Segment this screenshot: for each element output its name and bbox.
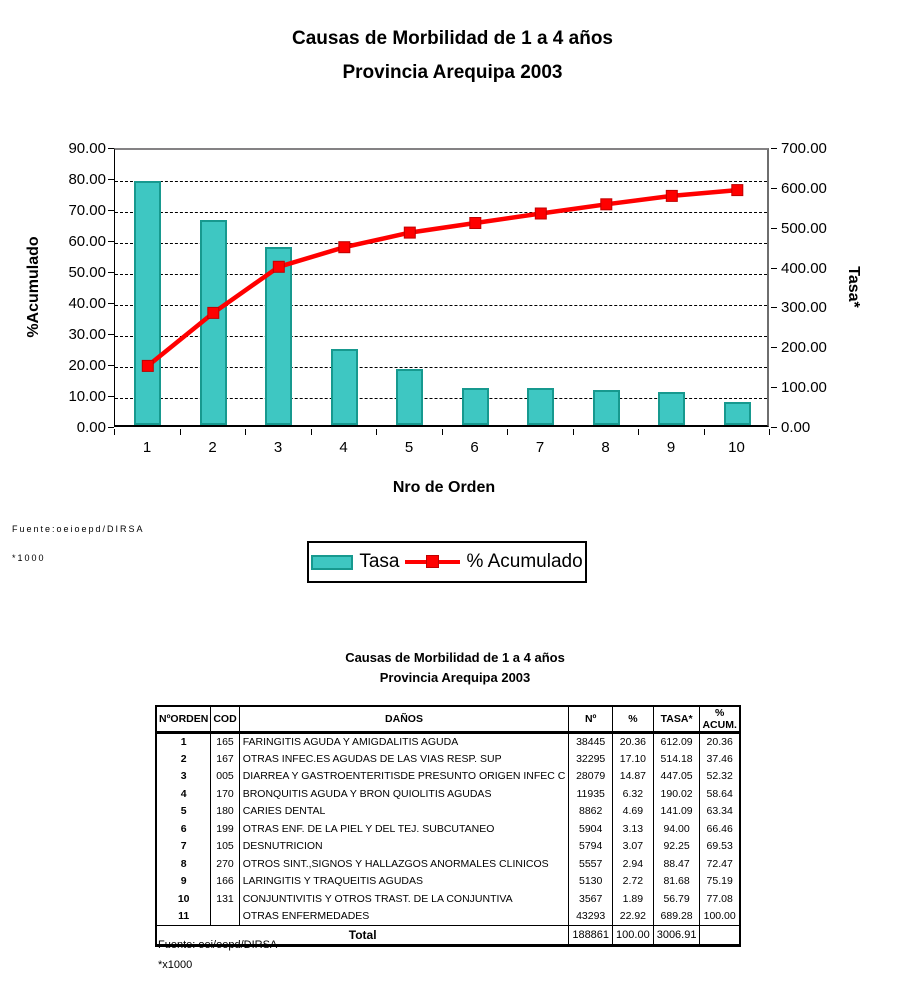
table-cell: 514.18 [653,750,700,768]
table-cell: 22.92 [613,908,654,926]
table-cell: 56.79 [653,890,700,908]
table-cell: 105 [211,838,239,856]
x-tick-mark [114,429,115,435]
plot-area [114,148,769,427]
x-tick-mark [704,429,705,435]
x-tick-mark [573,429,574,435]
x-tick-mark [769,429,770,435]
table-cell [211,908,239,926]
table-cell: OTROS SINT.,SIGNOS Y HALLAZGOS ANORMALES CLINICOS [239,855,569,873]
table-row [156,908,740,926]
chart-title [0,22,900,90]
table-cell: 8 [156,855,211,873]
x-tick-mark [180,429,181,435]
table-scale-note: *x1000 [158,959,193,971]
table-cell: 190.02 [653,785,700,803]
table-cell: 5904 [569,820,613,838]
table-cell: 180 [211,803,239,821]
acumulado-marker [339,242,350,253]
x-axis-tick-label: 6 [470,439,479,456]
x-axis-tick-label: 7 [535,439,545,456]
table-title-line1: Causas de Morbilidad de 1 a 4 años [345,650,565,665]
table-cell: 5130 [569,873,613,891]
table-title-line2: Provincia Arequipa 2003 [379,670,531,685]
acumulado-marker [470,218,481,229]
right-axis-tick-label: 200.00 [781,339,827,357]
table-cell: 43293 [569,908,613,926]
table-cell: 6.32 [613,785,654,803]
x-tick-mark [442,429,443,435]
table-cell: 141.09 [653,803,700,821]
x-tick-mark [638,429,639,435]
x-axis-tick-label: 1 [142,439,152,456]
total-cell: 100.00 [613,925,654,945]
table-cell: DIARREA Y GASTROENTERITISDE PRESUNTO ORIGEN INFEC C [239,768,569,786]
table-source-note: Fuente: oei/oepd/DIRSA [158,939,278,951]
x-tick-mark [245,429,246,435]
column-header: DAÑOS [239,706,569,733]
left-axis-tick-label: 60.00 [68,233,106,250]
right-axis-tick-label: 400.00 [781,259,827,277]
x-axis-tick-label: 8 [601,439,610,456]
right-axis-tick-label: 0.00 [781,419,811,436]
legend-acumulado-marker [405,555,460,569]
table-cell: 6 [156,820,211,838]
table-cell: 32295 [569,750,613,768]
table-row [156,803,740,821]
x-axis-tick-label: 3 [273,439,283,456]
x-axis-tick-label: 2 [208,439,217,456]
chart-scale-note: *1000 [12,553,46,563]
total-cell: 3006.91 [653,925,700,945]
table-cell: 72.47 [700,855,740,873]
left-axis-tick-label: 30.00 [68,326,106,343]
table-cell: 5 [156,803,211,821]
left-axis-tick-label: 40.00 [68,295,106,312]
table-cell: 77.08 [700,890,740,908]
acumulado-marker [142,360,153,371]
x-axis-title: Nro de Orden [392,479,496,496]
table-cell: 170 [211,785,239,803]
x-axis-tick-label: 5 [404,439,414,456]
table-cell: 4.69 [613,803,654,821]
table-cell: 63.34 [700,803,740,821]
right-tick-mark [771,427,777,428]
table-cell: 612.09 [653,733,700,751]
table-cell: 52.32 [700,768,740,786]
acumulado-marker [208,307,219,318]
table-cell: 8862 [569,803,613,821]
left-axis-tick-label: 70.00 [68,202,106,219]
table-title [0,648,900,688]
right-axis-tick-label: 500.00 [781,219,827,237]
table-row [156,768,740,786]
table-cell: DESNUTRICION [239,838,569,856]
table-cell: 4 [156,785,211,803]
table-cell: 28079 [569,768,613,786]
table-cell: 9 [156,873,211,891]
table-cell: 3 [156,768,211,786]
table-cell: 2 [156,750,211,768]
total-cell: 188861 [569,925,613,945]
table-cell: 199 [211,820,239,838]
legend-tasa-swatch [311,555,353,570]
acumulado-line [148,190,738,366]
table-cell: 3567 [569,890,613,908]
table-row [156,785,740,803]
column-header: NºORDEN [156,706,211,733]
left-axis-tick-label: 0.00 [76,419,106,436]
column-header: COD [211,706,239,733]
chart-legend [307,541,587,583]
right-axis-tick-label: 600.00 [781,179,827,197]
table-cell: 88.47 [653,855,700,873]
table-cell: FARINGITIS AGUDA Y AMIGDALITIS AGUDA [239,733,569,751]
table-cell: CONJUNTIVITIS Y OTROS TRAST. DE LA CONJUNTIVA [239,890,569,908]
x-tick-mark [376,429,377,435]
left-axis-tick-label: 80.00 [68,171,106,188]
table-cell: 689.28 [653,908,700,926]
morbidity-table [155,705,741,947]
table-row [156,890,740,908]
right-axis-tick-label: 100.00 [781,379,827,397]
table-row [156,820,740,838]
column-header: % ACUM. [700,706,740,733]
table-cell: 14.87 [613,768,654,786]
chart-title-line2: Provincia Arequipa 2003 [342,62,563,83]
x-axis-tick-label: 9 [666,439,676,456]
table-cell: 1.89 [613,890,654,908]
total-cell [700,925,740,945]
table-cell: CARIES DENTAL [239,803,569,821]
column-header: % [613,706,654,733]
left-axis-title: %Acumulado [25,236,42,338]
acumulado-marker [732,185,743,196]
table-cell: 1 [156,733,211,751]
table-cell: OTRAS ENFERMEDADES [239,908,569,926]
table-cell: 94.00 [653,820,700,838]
x-tick-mark [311,429,312,435]
table-cell: LARINGITIS Y TRAQUEITIS AGUDAS [239,873,569,891]
table-cell: 5557 [569,855,613,873]
table-cell: 2.72 [613,873,654,891]
table-cell: 17.10 [613,750,654,768]
table-cell: 66.46 [700,820,740,838]
total-cell: Total [156,925,569,945]
right-tick-mark [771,268,777,269]
right-axis-tick-label: 300.00 [781,299,827,317]
table-cell: 81.68 [653,873,700,891]
table-cell: 270 [211,855,239,873]
table-cell: 131 [211,890,239,908]
x-tick-mark [507,429,508,435]
acumulado-marker [273,261,284,272]
table-cell: 7 [156,838,211,856]
legend-acumulado-label: % Acumulado [466,551,583,572]
table-row [156,873,740,891]
legend-tasa-label: Tasa [359,551,400,572]
acumulado-marker [535,208,546,219]
table-cell: 10 [156,890,211,908]
column-header: Nº [569,706,613,733]
right-tick-mark [771,188,777,189]
left-tick-mark [108,427,114,428]
table-cell: 20.36 [700,733,740,751]
column-header: TASA* [653,706,700,733]
table-cell: 167 [211,750,239,768]
table-row [156,838,740,856]
chart-source-note: Fuente:oeioepd/DIRSA [12,524,145,534]
table-cell: 37.46 [700,750,740,768]
table-header [156,706,740,733]
right-axis-tick-label: 700.00 [781,140,827,157]
x-axis-tick-label: 10 [728,439,745,456]
right-tick-mark [771,387,777,388]
right-tick-mark [771,307,777,308]
table-cell: 69.53 [700,838,740,856]
chart-title-line1: Causas de Morbilidad de 1 a 4 años [292,28,613,49]
table-cell: 447.05 [653,768,700,786]
right-axis-title: Tasa* [845,266,862,308]
table-cell: 005 [211,768,239,786]
table-row [156,855,740,873]
right-tick-mark [771,148,777,149]
acumulado-marker [601,199,612,210]
right-tick-mark [771,347,777,348]
table-cell: 3.07 [613,838,654,856]
table-cell: 38445 [569,733,613,751]
x-axis-tick-label: 4 [339,439,348,456]
table-row [156,733,740,751]
acumulado-marker [404,227,415,238]
table-cell: OTRAS INFEC.ES AGUDAS DE LAS VIAS RESP. SUP [239,750,569,768]
table-cell: 2.94 [613,855,654,873]
left-axis-tick-label: 10.00 [68,388,106,405]
table-row [156,750,740,768]
table-cell: 5794 [569,838,613,856]
table-cell: 20.36 [613,733,654,751]
acumulado-marker [666,190,677,201]
table-cell: 75.19 [700,873,740,891]
table-cell: 165 [211,733,239,751]
table-cell: 11 [156,908,211,926]
left-axis-tick-label: 90.00 [68,140,106,157]
table-cell: 92.25 [653,838,700,856]
right-tick-mark [771,228,777,229]
table-cell: 3.13 [613,820,654,838]
table-cell: 11935 [569,785,613,803]
left-axis-tick-label: 20.00 [68,357,106,374]
table-cell: 100.00 [700,908,740,926]
table-cell: 58.64 [700,785,740,803]
table-cell: BRONQUITIS AGUDA Y BRON QUIOLITIS AGUDAS [239,785,569,803]
left-axis-tick-label: 50.00 [68,264,106,281]
table-cell: OTRAS ENF. DE LA PIEL Y DEL TEJ. SUBCUTANEO [239,820,569,838]
line-series-acumulado [115,150,770,429]
table-cell: 166 [211,873,239,891]
